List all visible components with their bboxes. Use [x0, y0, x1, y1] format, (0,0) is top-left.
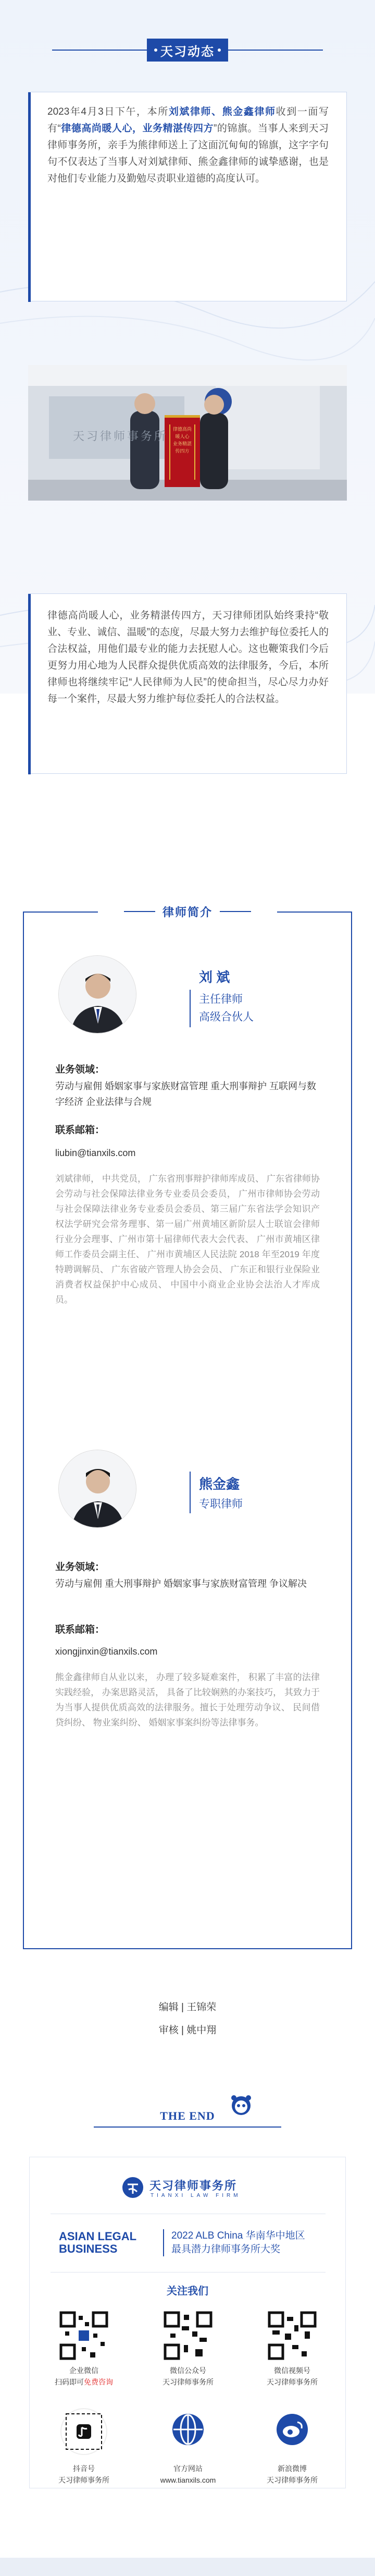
email-label: 联系邮箱：	[55, 1125, 105, 1136]
qr-caption-douyin	[45, 2463, 123, 2486]
qr-caption-line: 微信视频号	[274, 2366, 310, 2375]
qr-caption-line: 抖音号	[73, 2464, 95, 2473]
email-label: 联系邮箱：	[55, 1624, 105, 1635]
footer-divider	[51, 2272, 326, 2273]
lawyer-bio: 刘斌律师， 中共党员， 广东省刑事辩护律师库成员、 广东省律师协会劳动与社会保障法律业务专业委员会委员， 广州市律师协会劳动与社会保障法律业务专业委员会委员、第三届广东省法学会知识产权法学研究会常务理事、第一届广州黄埔区新阶层人士联谊会律师行业分会理事、广州市第十届律师代表大会代表、 广州市黄埔区律师工作委员会副主任、 广州市黄埔区人民法院 2018 年至2019 年度特聘调解员、 广东省破产管理人协会会员、 广东正和银行业保险业消费者权益保护中心成员、 中国中小商业企业协会法治人才库成员。	[55, 1174, 320, 1305]
name-divider	[190, 990, 191, 1027]
alb-award-line: 最具潜力律师事务所大奖	[171, 2244, 281, 2255]
email-address: liubin@tianxils.com	[55, 1148, 136, 1158]
intro-card	[28, 92, 347, 301]
alb-divider	[163, 2229, 164, 2256]
qr-caption-wechat-channels	[253, 2365, 331, 2388]
lawyer-name: 刘 斌	[199, 969, 230, 985]
qr-caption-line: 扫码即可免费咨询	[55, 2378, 113, 2386]
qr-code-wechat-official[interactable]	[163, 2311, 213, 2361]
name-divider	[190, 1472, 191, 1513]
practice-area-text: 劳动与雇佣 婚姻家事与家族财富管理 重大刑事辩护 互联网与数字经济 企业法律与合规	[55, 1081, 317, 1107]
weibo-icon[interactable]	[274, 2412, 310, 2447]
alb-award-line: 2022 ALB China 华南华中地区	[171, 2230, 305, 2241]
qr-code-wecom[interactable]	[59, 2311, 109, 2361]
alb-title	[59, 2230, 136, 2255]
practice-area-label: 业务领域：	[55, 1562, 105, 1573]
qr-caption-line: 天习律师事务所	[162, 2378, 214, 2386]
qr-code-wechat-channels[interactable]	[267, 2311, 317, 2361]
banner-line: 律德高尚	[172, 427, 192, 432]
email-address: xiongjinxin@tianxils.com	[55, 1646, 158, 1657]
body-paragraph: 律德高尚暖人心，业务精湛传四方，天习律师团队始终秉持“敬业、专业、诚信、温暖”的态度，尽最大努力去维护每位委托人的合法权益，用他们最专业的能力去抚慰人心。这也鞭策我们今后更努力用心地为人民群众提供优质高效的法律服务，今后，本所律师也将继续牢记“人民律师为人民”的使命担当，尽心尽力办好每一个案件，尽最大努力维护每位委托人的合法权益。	[47, 610, 329, 704]
section-tag: 天习动态	[147, 39, 228, 62]
qr-caption-website	[149, 2463, 227, 2486]
practice-area-label: 业务领域：	[55, 1064, 105, 1075]
mascot-icon	[229, 2092, 253, 2116]
header-rule-left	[52, 50, 147, 51]
qr-caption-line: 天习律师事务所	[58, 2476, 109, 2484]
alb-award	[171, 2229, 305, 2256]
intro-segment: ”的锦旗。当事人来到天习律师事务所，亲手为熊律师送上了这面沉甸甸的锦旗，这字字句句不仅表达了当事人对刘斌律师、熊金鑫律师的诚挚感谢，也是对他们专业能力及勤勉尽责职业道德的高度认可。	[47, 123, 329, 184]
qr-caption-highlight: 免费咨询	[84, 2378, 113, 2386]
follow-us-heading: 关注我们	[167, 2286, 208, 2297]
intro-segment: 2023年4月3日下午，本所	[47, 106, 169, 117]
qr-caption-wechat-official	[149, 2365, 227, 2388]
intro-highlight-names: 刘斌律师、熊金鑫律师	[168, 106, 276, 117]
lawyer-bio: 熊金鑫律师自从业以来， 办理了较多疑难案件， 积累了丰富的法律实践经验， 办案思路灵活， 具备了比较娴熟的办案技巧， 其致力于为当事人提供优质高效的法律服务。擅长于处理劳动争议、 民间借贷纠纷、 物业案纠纷、 婚姻家事案纠纷等法律事务。	[55, 1672, 320, 1728]
banner-text	[168, 426, 197, 455]
header-rule-right	[228, 50, 323, 51]
avatar	[58, 955, 136, 1034]
qr-caption-wecom	[45, 2365, 123, 2388]
qr-caption-line: 天习律师事务所	[267, 2378, 318, 2386]
bottom-bar	[0, 2558, 375, 2576]
firm-name-en: TIANXI LAW FIRM	[151, 2193, 241, 2198]
qr-caption-weibo	[253, 2463, 331, 2486]
banner-line: 传四方	[175, 448, 190, 454]
intro-highlight-banner: 律德高尚暖人心，业务精湛传四方	[60, 123, 214, 134]
alb-title-line: BUSINESS	[59, 2242, 118, 2255]
intro-paragraph	[47, 104, 329, 187]
body-card	[28, 593, 347, 774]
qr-code-douyin[interactable]	[59, 2407, 109, 2457]
qr-caption-line: 微信公众号	[170, 2366, 206, 2375]
qr-caption-line: 官方网站	[173, 2464, 203, 2473]
lawyer-section-heading	[98, 901, 277, 922]
card-accent-bar	[28, 594, 31, 774]
alb-title-line: ASIAN LEGAL	[59, 2230, 137, 2243]
lawyer-role-2: 高级合伙人	[199, 1011, 254, 1023]
lawyer-name: 熊金鑫	[199, 1476, 240, 1492]
lawyer-role-1: 专职律师	[199, 1498, 243, 1510]
logo-icon	[121, 2176, 144, 2199]
photo-wall-text: 天习律师事务所	[73, 430, 168, 443]
portrait-xiongjinxin	[59, 1450, 136, 1528]
credit-editor: 编辑 | 王锦荣	[158, 2002, 217, 2013]
qr-caption-line: 天习律师事务所	[267, 2476, 318, 2484]
the-end-label: THE END	[160, 2109, 215, 2122]
banner-line: 暖人心	[175, 434, 190, 439]
award-photo	[28, 365, 347, 501]
firm-name: 天习律师事务所	[149, 2179, 238, 2192]
intro-segment: 收到一面写有“	[47, 106, 329, 134]
lawyer-role-1: 主任律师	[199, 993, 243, 1005]
website-icon[interactable]	[170, 2412, 206, 2447]
practice-area-text: 劳动与雇佣 重大刑事辩护 婚姻家事与家族财富管理 争议解决	[55, 1578, 307, 1589]
credit-reviewer: 审核 | 姚中翔	[158, 2025, 217, 2036]
card-accent-bar	[28, 92, 31, 302]
portrait-liubin	[59, 956, 136, 1034]
footer-card	[29, 2157, 346, 2488]
the-end-rule	[94, 2127, 281, 2128]
qr-caption-line: www.tianxils.com	[160, 2476, 216, 2484]
lawyer-heading-text: 律师简介	[162, 905, 213, 919]
banner-line: 业务精湛	[172, 441, 192, 446]
avatar	[58, 1450, 136, 1528]
qr-caption-line: 企业微信	[69, 2366, 98, 2375]
qr-caption-line: 新浪微博	[278, 2464, 307, 2473]
